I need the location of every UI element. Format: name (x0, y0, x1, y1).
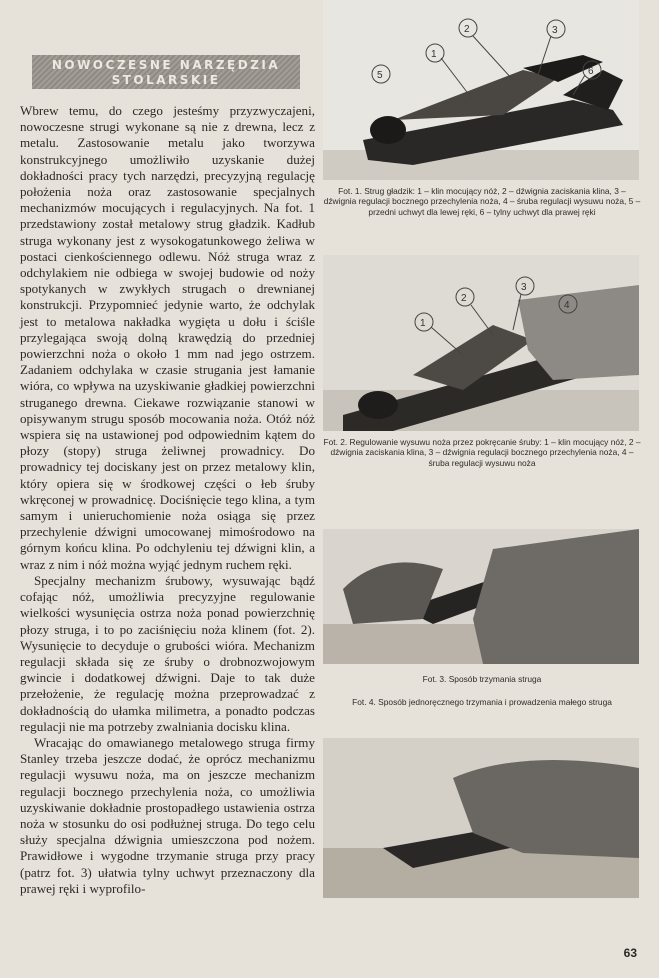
caption-fot-4: Fot. 4. Sposób jednoręcznego trzymania i prowadzenia małego struga (352, 697, 612, 707)
photo-2-callout-3: 3 (521, 282, 527, 293)
callout-3: 3 (552, 25, 558, 36)
photo-2 (323, 255, 639, 431)
photo-2-callout-4: 4 (564, 300, 570, 311)
callout-6: 6 (588, 66, 594, 77)
callout-5: 5 (377, 70, 383, 81)
title-line-1: NOWOCZESNE NARZĘDZIA (51, 58, 281, 72)
photo-4 (323, 738, 639, 898)
paragraph-3: Wracając do omawianego metalowego struga firmy Stanley trzeba jeszcze dodać, że oprócz mechanizmu regulacji wysuwu noża, ma on jeszcze mechanizm regulacji bocznego przechylenia noża, co umożliwia uzyskiwanie dokładnie prostopadłego ustawienia ostrza noża w stosunku do osi podłużnej struga. Do tego celu służy specjalna dźwignia umieszczona pod nożem. Prawidłowe i wygodne trzymanie struga przy pracy (patrz fot. 3) ułatwia tylny uchwyt przeznaczony dla prawej ręki i wyprofilo- (20, 734, 315, 896)
article-body (20, 103, 315, 897)
title-line-2: STOLARSKIE (111, 73, 221, 87)
callout-2: 2 (464, 24, 470, 35)
paragraph-2: Specjalny mechanizm śrubowy, wysuwając bądź cofając nóż, umożliwia precyzyjne regulowanie wielkości wysunięcia ostrza noża ponad powierzchnię płozy struga, i to po zaciśnięciu noża klinem (fot. 2). Wysunięcie to decyduje o grubości wióra. Mechanizm regulacji składa się ze śruby o drobnozwojowym gwincie i dodatkowej dźwigni. Daje to tak duże przełożenie, że regulację można przeprowadzać z dokładnością do ułamka milimetra, a ponadto podczas regulacji nie ma potrzeby zwalniania docisku klina. (20, 572, 315, 734)
photo-2-callout-1: 1 (420, 318, 426, 329)
paragraph-1: Wbrew temu, do czego jesteśmy przyzwyczajeni, nowoczesne strugi wykonane są nie z drewna, lecz z metalu. Zastosowanie metalu jako tworzywa konstrukcyjnego umożliwiło uzyskanie dużej dokładności pracy tych narzędzi, precyzyjną regulację położenia noża oraz zastosowanie specjalnych mechanizmów mocujących i regulacyjnych. Na fot. 1 przedstawiony został metalowy strug gładzik. Kadłub struga wykonany jest z wysokogatunkowego żeliwa w postaci cienkościennego odlewu. Nóż struga wraz z odchylakiem nie odbiega w swojej budowie od noży spotykanych w zwykłych strugach o drewnianej konstrukcji. Przypomnieć jedynie warto, że odchylak jest to metalowa nakładka wygięta u dołu i ściśle przylegająca swoją dolną krawędzią do przedniej powierzchni noża o około 1 mm nad jego ostrzem. Zadaniem odchylaka w czasie strugania jest łamanie wióra, co wpływa na uzyskiwanie gładkiej powierzchni struganego drewna. Ciekawe rozwiązanie stanowi w opisywanym strugu sposób mocowania noża. Otóż nóż wspiera się na ustawionej pod odpowiednim kątem do płozy (stopy) struga żeliwnej prowadnicy. Do prowadnicy tej dociskany jest on przez metalowy klin, który opiera się w środkowej części o łeb śruby wkręconej w prowadnicę. Dociśnięcie tego klina, a tym samym i unieruchomienie noża osiąga się przez przechylenie dźwigni umocowanej mimośrodowo na górnym końcu klina. Po odchyleniu tej dźwigni klin, a wraz z nim i nóż można wyjąć jednym ruchem ręki. (20, 103, 315, 572)
article-column (20, 55, 315, 897)
caption-fot-3: Fot. 3. Sposób trzymania struga (422, 674, 542, 684)
callout-1: 1 (431, 49, 437, 60)
photo-1 (323, 0, 639, 180)
caption-fot-2: Fot. 2. Regulowanie wysuwu noża przez pokręcanie śruby: 1 – klin mocujący nóż, 2 – dźwignia zaciskania klina, 3 – dźwignia regulacji bocznego przechylenia noża, 4 – śruba regulacji wysuwu noża (323, 437, 641, 468)
caption-fot-1: Fot. 1. Strug gładzik: 1 – klin mocujący nóż, 2 – dźwignia zaciskania klina, 3 – dźwignia regulacji bocznego przechylenia noża, 4 – śruba regulacji wysuwu noża, 5 – przedni uchwyt dla lewej ręki, 6 – tylny uchwyt dla prawej ręki (323, 186, 641, 217)
photo-3 (323, 529, 639, 664)
page-number: 63 (623, 946, 637, 960)
photo-2-callout-2: 2 (461, 293, 467, 304)
article-title (32, 55, 300, 89)
